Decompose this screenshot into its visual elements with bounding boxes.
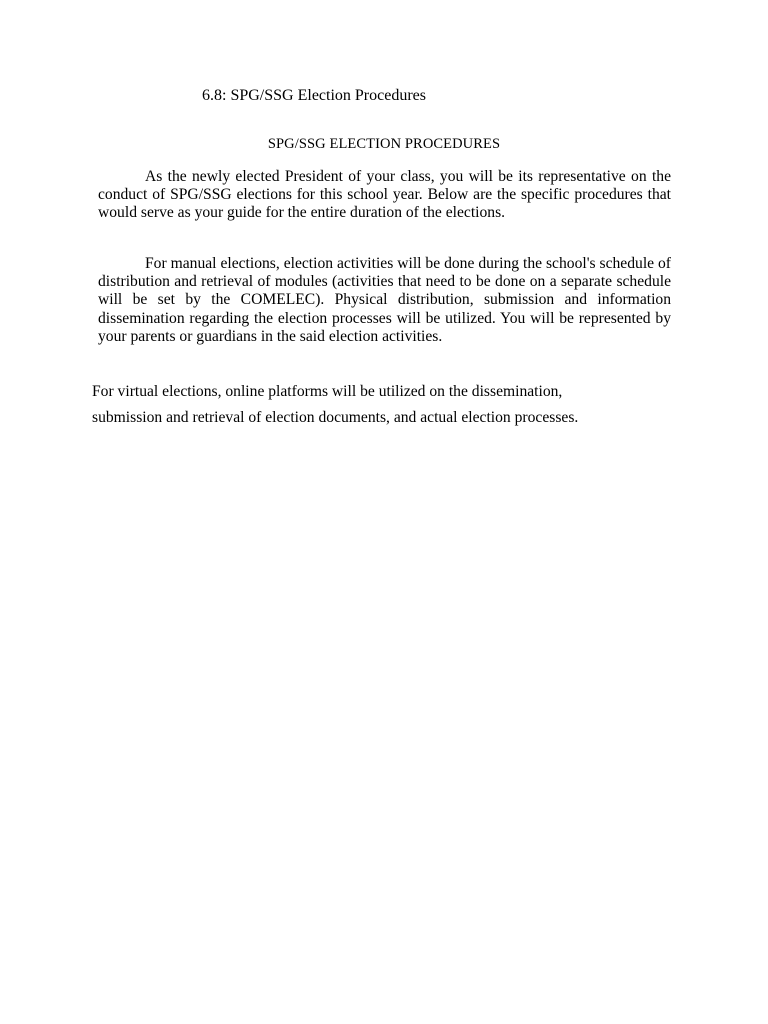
document-heading: SPG/SSG ELECTION PROCEDURES xyxy=(267,136,501,152)
paragraph-class-president: As the newly elected President of your class, you will be its representative on the conduct of SPG/SSG elections for this school year. Below are the specific procedures that would serve as your guide for the entire duration of the elections. xyxy=(98,168,671,222)
paragraph-manual-elections: For manual elections, election activities will be done during the school's schedule of distribution and retrieval of modules (activities that need to be done on a separate schedule will be set by the COMELEC). Physical distribution, submission and information dissemination regarding the election processes will be utilized. You will be represented by your parents or guardians in the said election activities. xyxy=(98,255,671,345)
paragraph-virtual-elections xyxy=(92,379,578,431)
paragraph-virtual-line-2: submission and retrieval of election documents, and actual election processes. xyxy=(92,409,579,426)
paragraph-virtual-line-1: For virtual elections, online platforms will be utilized on the dissemination, xyxy=(92,383,563,400)
section-title: 6.8: SPG/SSG Election Procedures xyxy=(202,87,426,104)
